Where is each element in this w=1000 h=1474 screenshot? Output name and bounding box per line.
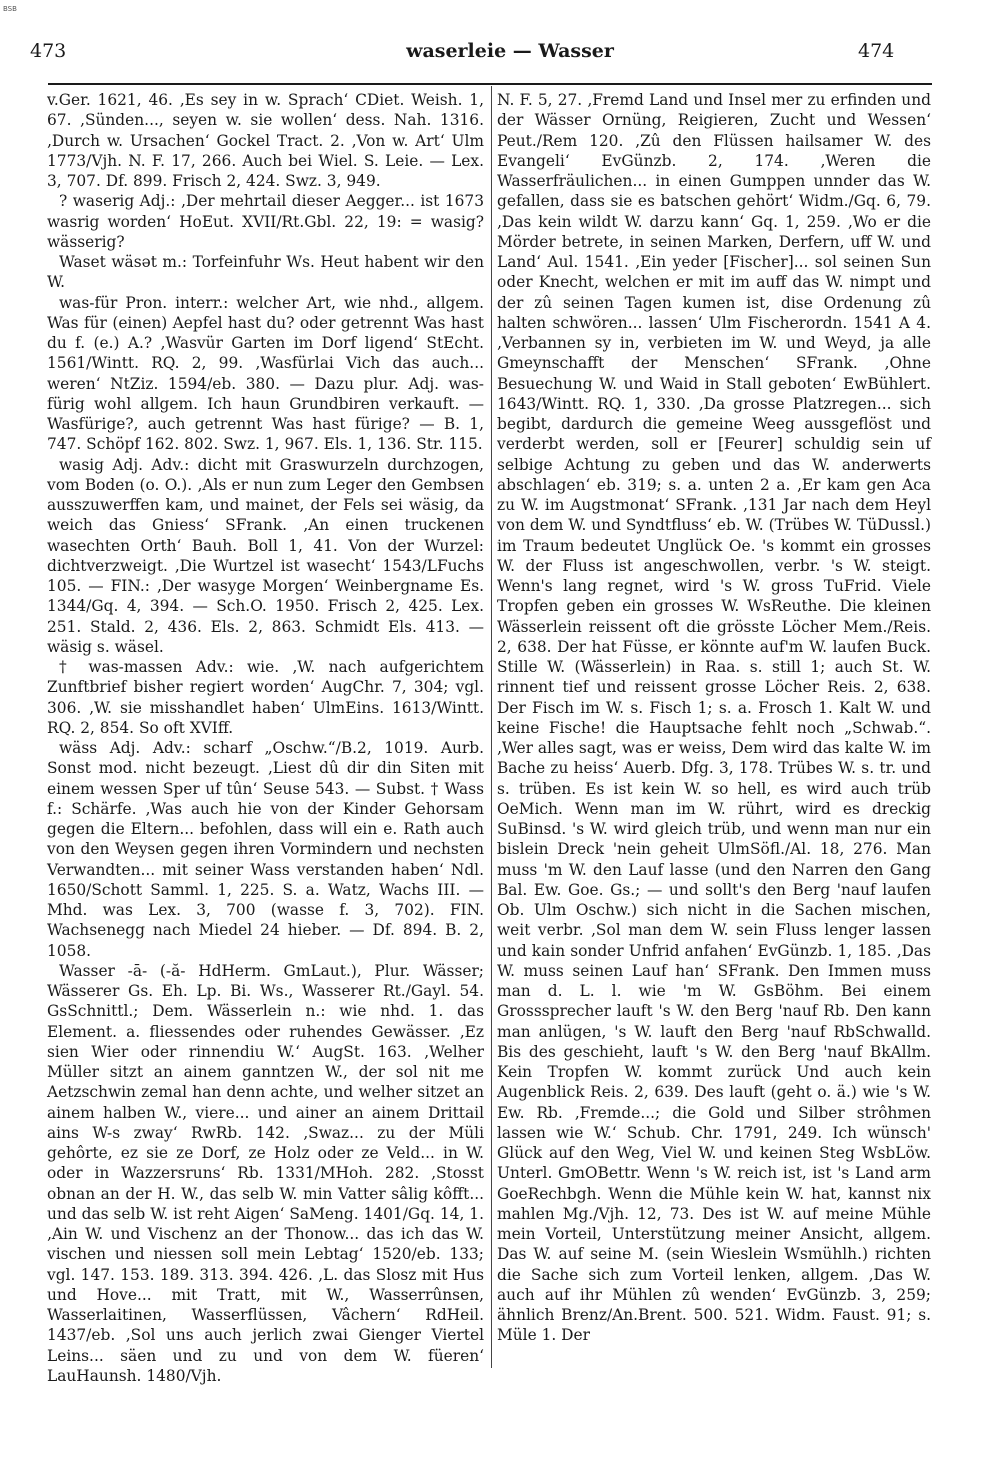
- right-column: [497, 90, 931, 1346]
- entry-wasser: Wasser -ā- (-ă- HdHerm. GmLaut.), Plur. Wässer; Wässerer Gs. Eh. Lp. Bi. Ws., Wasserer Rt./Gayl. 54. GsSchnittl.; Dem. Wässerlein n.: wie nhd. 1. das Element. a. fliessendes oder ruhendes Gewässer. ‚Ez sien Wier oder rinnendiu W.‘ AugSt. 163. ‚Welher Müller sitzt an ainem ganntzen W., der sol nit me Aetzschwin zemal han denn achte, und welher sitzet an ainem halben W., viere... und ainer an ainem Drittail ains W-s zway‘ RwRb. 142. ‚Swaz... zu der Müli gehôrte, ez sie ze Dorf, ze Holz oder ze Veld... in W. oder in Wazzersruns‘ Rb. 1331/MHoh. 282. ‚Stosst obnan an der H. W., das selb W. min Vatter sâlig kôfft... und das selb W. ist reht Aigen‘ SaMeng. 1401/Gq. 14, 1. ‚Ain W. und Vischenz an der Thonow... das ich das W. vischen und niessen soll mein Lebtag‘ 1520/eb. 133; vgl. 147. 153. 189. 313. 394. 426. ‚L. das Slosz mit Hus und Hove... mit Tratt, mit W., Wasserrûnsen, Wasserlaitinen, Wasserflüssen, Vâchern‘ RdHeil. 1437/eb. ‚Sol uns auch jerlich zwai Gienger Viertel Leins... säen und zu und von dem W. füeren‘ LauHaunsh. 1480/Vjh.: [47, 961, 484, 1385]
- entry-waess: wäss Adj. Adv.: scharf „Oschw.“/B.2, 1019. Aurb. Sonst mod. nicht bezeugt. ‚Liest dû dir din Siten mit einem wessen Sper uf tûn‘ Seuse 543. — Subst. † Wass f.: Schärfe. ‚Was auch hie von der Kinder Gehorsam gegen die Eltern... befohlen, dass will ein e. Rath auch von den Weysen gegen ihren Vormindern und nechsten Verwandten... mit seiner Wass verstanden haben‘ Ndl. 1650/Schott Samml. 1, 225. S. a. Watz, Wachs III. — Mhd. was Lex. 3, 700 (wasse f. 3, 702). FIN. Wachsenegg nach Miedel 24 hieber. — Df. 894. B. 2, 1058.: [47, 739, 484, 960]
- left-page-number: 473: [30, 40, 67, 62]
- column-divider: [491, 86, 492, 1368]
- entry-was-fuer: was-für Pron. interr.: welcher Art, wie nhd., allgem. Was für (einen) Aepfel hast du? oder getrennt Was hast du f. (e.) A.? ‚Wasvür Garten im Dorf ligend‘ StEcht. 1561/Wintt. RQ. 2, 99. ‚Wasfürlai Vich das auch... weren‘ NtZiz. 1594/eb. 380. — Dazu plur. Adj. was-fürig wohl allgem. Ich haun Grundbiren verkauft. — Wasfürige?, auch getrennt Was hast fürige? — B. 1, 747. Schöpf 162. 802. Swz. 1, 967. Els. 1, 136. Str. 115.: [47, 293, 484, 454]
- entry-waserleie-continuation: v.Ger. 1621, 46. ‚Es sey in w. Sprach‘ CDiet. Weish. 1, 67. ‚Sünden..., seyen w. sie wollen‘ dess. Nah. 1316. ‚Durch w. Ursachen‘ Gockel Tract. 2. ‚Von w. Art‘ Ulm 1773/Vjh. N. F. 17, 266. Auch bei Wiel. S. Leie. — Lex. 3, 707. Df. 899. Frisch 2, 424. Swz. 3, 949.: [47, 91, 484, 190]
- left-column: [47, 90, 484, 1386]
- entry-waserig: ? waserig Adj.: ‚Der mehrtail dieser Aegger... ist 1673 wasrig worden‘ HoEut. XVII/Rt.Gbl. 22, 19: = wasig? wässerig?: [47, 192, 484, 251]
- running-title: waserleie — Wasser: [406, 40, 614, 62]
- right-page-number: 474: [858, 40, 895, 62]
- entry-wasser-continuation: N. F. 5, 27. ‚Fremd Land und Insel mer zu erfinden und der Wässer Ornüng, Reigieren, Zucht und Wessen‘ Peut./Rem 120. ‚Zû den Flüssen hailsamer W. des Evangeli‘ EvGünzb. 2, 174. ‚Weren die Wasserfräulichen... in einen Gumppen unnder das W. gefallen, dass sie es batschen gehört‘ Widm./Gq. 6, 79. ‚Das kein wildt W. darzu kann‘ Gq. 1, 259. ‚Wo er die Mörder betrete, in seinen Marken, Derfern, uff W. und Land‘ Aul. 1541. ‚Ein yeder [Fischer]... sol seinen Sun oder Knecht, welchen er mit im auff das W. nimpt und der zû seinen Tagen kumen ist, dise Ordenung zû halten schwören... lassen‘ Ulm Fischerordn. 1541 A 4. ‚Verbannen sy in, verbieten im W. und Weyd, ja alle Gmeynschafft der Menschen‘ SFrank. ‚Ohne Besuechung W. und Waid in Stall geboten‘ EwBühlert. 1643/Wintt. RQ. 1, 330. ‚Da grosse Platzregen... sich begibt, dardurch die gemeine Weeg aussgeflöst und verderbt werden, soll er [Feurer] schuldig sein uf selbige Achtung zu geben und das W. anderwerts abschlagen‘ eb. 319; s. a. unten 2 a. ‚Er kam gen Aca zu W. im Augstmonat‘ SFrank. ‚131 Jar nach dem Heyl von dem W. und Syndtfluss‘ eb. W. (Trübes W. TüDussl.) im Traum bedeutet Unglück Oe. 's kommt ein grosses W. der Fluss ist angeschwollen, verbr. 's W. steigt. Wenn's lang regnet, wird 's W. gross TuFrid. Viele Tropfen geben ein grosses W. WsReuthe. Die kleinen Wässerlein reissent oft die grösste Löcher Mem./Reis. 2, 638. Der hat Füsse, er könnte auf'm W. laufen Buck. Stille W. (Wässerlein) in Raa. s. still 1; auch St. W. rinnent tief und reissent grosse Löcher Reis. 2, 638. Der Fisch im W. s. Fisch 1; s. a. Frosch 1. Kalt W. und keine Fische! die Hauptsache fehlt noch „Schwab.“. ‚Wer alles sagt, was er weiss, Dem wird das kalte W. im Bache zu heiss‘ Auerb. Dfg. 3, 178. Trübes W. s. tr. und s. trüben. Es ist kein W. so hell, es wird auch trüb OeMich. Wenn man im W. rührt, wird es dreckig SuBinsd. 's W. wird gleich trüb, und wenn man nur ein bislein Dreck 'nein geheit UlmSöfl./Al. 18, 276. Man muss 'm W. den Lauf lasse (und den Narren den Gang Bal. Ew. Goe. Gs.; — und sollt's den Berg 'nauf laufen Ob. Ulm Oschw.) sich nicht in die Sachen mischen, weit verbr. ‚Sol man dem W. sein Fluss lenger lassen und kain sonder Unfrid anfahen‘ EvGünzb. 1, 185. ‚Das W. muss seinen Lauf han‘ SFrank. Den Immen muss man d. L. l. wie 'm W. GsBöhm. Bei einem Grosssprecher lauft 's W. den Berg 'nauf Rb. Den kann man anlügen, 's W. lauft den Berg 'nauf RbSchwalld. Bis des geschieht, lauft 's W. den Berg 'nauf BkAllm. Kein Tropfen W. kommt zurück Und auch kein Augenblick Reis. 2, 639. Des lauft (geht o. ä.) wie 's W. Ew. Rb. ‚Fremde...; die Gold und Silber strôhmen lassen wie W.‘ Schub. Chr. 1791, 249. Ich wünsch' Glück auf den Weg, Viel W. und keinen Steg WsbLöw. Unterl. GmOBettr. Wenn 's W. reich ist, ist 's Land arm GoeRechbgh. Wenn die Mühle kein W. hat, kannst nix mahlen Mg./Vjh. 12, 73. Des ist W. auf meine Mühle mein Vorteil, Unterstützung meiner Ansicht, allgem. Das W. auf seine M. (sein Wieslein Wsmühlh.) richten die Sache sich zum Vorteil lenken, allgem. ‚Das W. auch auf ihr Mühlen zû wenden‘ EvGünzb. 3, 259; ähnlich Brenz/An.Brent. 500. 521. Widm. Faust. 91; s. Müle 1. Der: [497, 91, 931, 1345]
- entry-was-massen: † was-massen Adv.: wie. ‚W. nach aufgerichtem Zunftbrief bisher regiert worden‘ AugChr. 7, 304; vgl. 306. ‚W. sie misshandlet haben‘ UlmEins. 1613/Wintt. RQ. 2, 854. So oft XVIff.: [47, 658, 484, 737]
- header-rule: [48, 83, 932, 85]
- entry-waset: Waset wäsət m.: Torfeinfuhr Ws. Heut habent wir den W.: [47, 253, 484, 292]
- library-stamp: BSB: [3, 5, 17, 13]
- entry-wasig: wasig Adj. Adv.: dicht mit Graswurzeln durchzogen, vom Boden (o. O.). ‚Als er nun zum Leger den Gembsen ausszuwerffen kam, und mainet, der Fels sei wäsig, da weich das Gniess‘ SFrank. ‚An einen truckenen wasechten Orth‘ Bauh. Boll 1, 41. Von der Wurzel: dichtverzweigt. ‚Die Wurtzel ist wasecht‘ 1543/LFuchs 105. — FIN.: ‚Der wasyge Morgen‘ Weinbergname Es. 1344/Gq. 4, 394. — Sch.O. 1950. Frisch 2, 425. Lex. 251. Stald. 2, 436. Els. 2, 863. Schmidt Els. 413. — wäsig s. wäsel.: [47, 455, 484, 656]
